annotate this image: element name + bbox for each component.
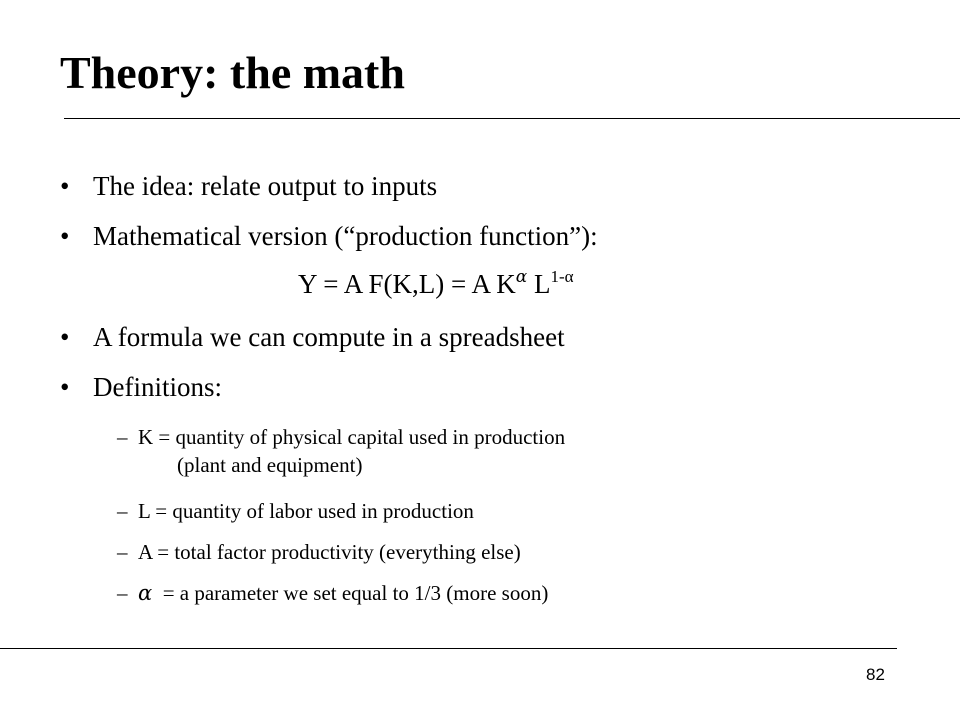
- definition-l: [117, 497, 474, 525]
- bullet-text: Mathematical version (“production function”):: [93, 221, 598, 251]
- formula-main: Y = A F(K,L) = A K: [298, 269, 516, 299]
- alpha-symbol: α: [138, 581, 153, 605]
- definition-k: [117, 423, 565, 480]
- formula-labor-exponent-text: 1-α: [550, 266, 574, 286]
- definition-text: = a parameter we set equal to 1/3 (more soon): [152, 581, 549, 605]
- bullet-marker: •: [60, 322, 70, 352]
- dash-marker: –: [117, 499, 128, 523]
- bullet-math-version: [60, 220, 598, 252]
- formula-labor: L: [527, 269, 551, 299]
- bullet-marker: •: [60, 171, 70, 201]
- definition-continuation: (plant and equipment): [177, 453, 363, 478]
- dash-marker: –: [117, 425, 128, 449]
- footer-divider: [0, 648, 897, 649]
- bullet-definitions: [60, 371, 222, 403]
- page-number: 82: [866, 665, 885, 684]
- dash-marker: –: [117, 540, 128, 564]
- production-function-formula: [298, 268, 574, 300]
- bullet-spreadsheet: [60, 321, 565, 353]
- dash-marker: –: [117, 581, 128, 605]
- formula-labor-exponent: [550, 267, 573, 286]
- slide-title: Theory: the math: [60, 47, 405, 98]
- definition-text: K = quantity of physical capital used in production: [138, 425, 566, 449]
- definition-alpha: [117, 579, 548, 607]
- definition-text: A = total factor productivity (everything else): [138, 540, 521, 564]
- bullet-marker: •: [60, 372, 70, 402]
- bullet-marker: •: [60, 221, 70, 251]
- bullet-text: Definitions:: [93, 372, 222, 402]
- definition-a: [117, 538, 521, 566]
- title-divider: [64, 118, 960, 119]
- bullet-text: The idea: relate output to inputs: [93, 171, 438, 201]
- bullet-idea: [60, 170, 437, 202]
- bullet-text: A formula we can compute in a spreadsheet: [93, 322, 565, 352]
- formula-alpha-exponent: α: [515, 266, 528, 287]
- definition-text: L = quantity of labor used in production: [138, 499, 474, 523]
